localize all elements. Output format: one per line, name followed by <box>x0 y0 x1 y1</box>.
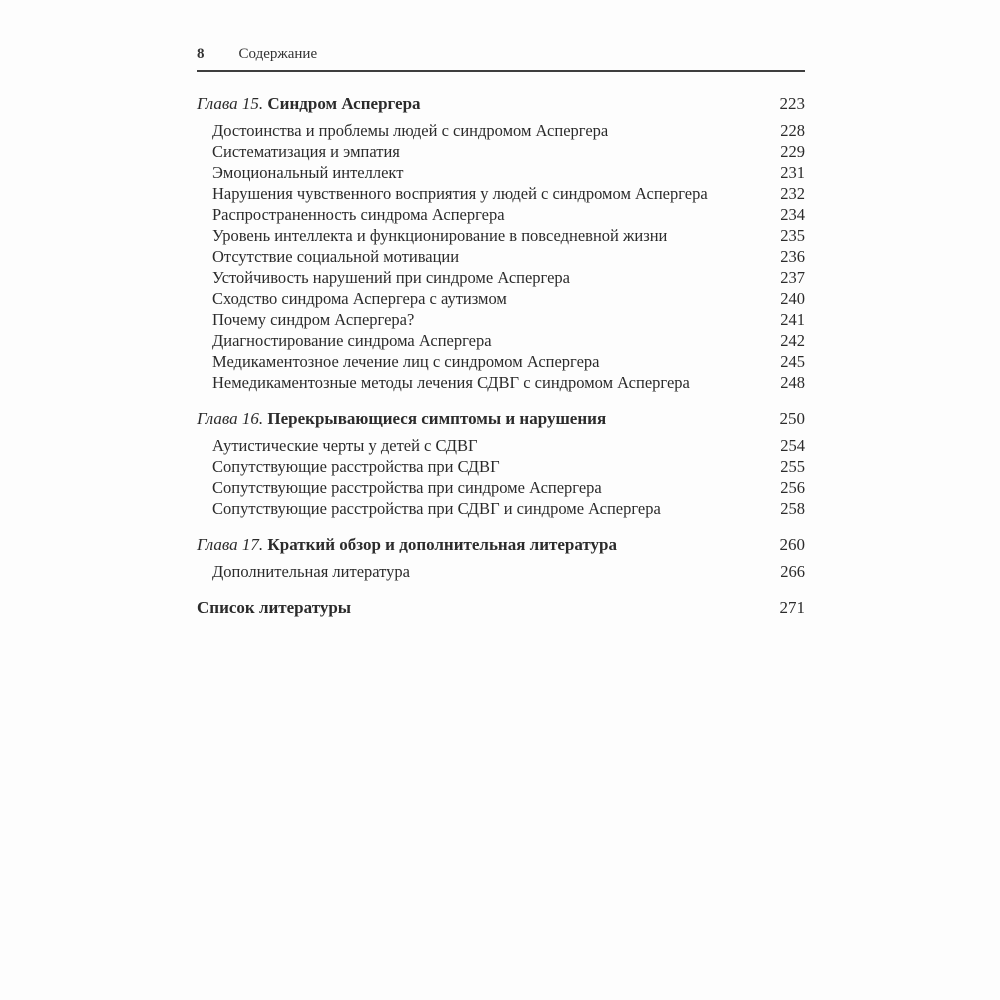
toc-entry-row <box>197 498 805 519</box>
page-folio-number: 8 <box>197 46 205 62</box>
toc-chapter-page-number: 223 <box>779 94 805 113</box>
toc-entry-row <box>197 204 805 225</box>
toc-chapter-title-text: Краткий обзор и дополнительная литература <box>267 535 618 554</box>
toc-entry-page-number: 237 <box>780 268 805 287</box>
toc-section <box>197 533 805 582</box>
toc-entry-page-number: 241 <box>780 310 805 329</box>
toc-entry-row <box>197 456 805 477</box>
toc-entry-row <box>197 246 805 267</box>
toc-entry-row <box>197 435 805 456</box>
toc-entry-title: Дополнительная литература <box>212 562 410 581</box>
toc-entry-row <box>197 225 805 246</box>
toc-entry-page-number: 229 <box>780 142 805 161</box>
toc-entry-row <box>197 351 805 372</box>
toc-entry-title: Сопутствующие расстройства при СДВГ <box>212 457 500 476</box>
toc-entry-page-number: 258 <box>780 499 805 518</box>
toc-entry-row <box>197 309 805 330</box>
toc-entry-title: Аутистические черты у детей с СДВГ <box>212 436 478 455</box>
toc-entry-page-number: 240 <box>780 289 805 308</box>
toc-chapter-page-number: 260 <box>779 535 805 554</box>
toc-entry-row <box>197 477 805 498</box>
toc-entry-page-number: 266 <box>780 562 805 581</box>
toc-chapter-heading <box>197 407 805 431</box>
toc-entry-title: Сопутствующие расстройства при синдроме Аспергера <box>212 478 602 497</box>
toc-entry-row <box>197 141 805 162</box>
toc-entry-page-number: 236 <box>780 247 805 266</box>
toc-entry-page-number: 254 <box>780 436 805 455</box>
toc-section <box>197 92 805 393</box>
toc-entry-row <box>197 561 805 582</box>
toc-entry-title: Достоинства и проблемы людей с синдромом Аспергера <box>212 121 609 140</box>
toc-entry-row <box>197 162 805 183</box>
toc-entry-title: Систематизация и эмпатия <box>212 142 400 161</box>
toc-entry-page-number: 248 <box>780 373 805 392</box>
toc-chapter-title-text: Список литературы <box>197 598 352 617</box>
toc-entry-title: Немедикаментозные методы лечения СДВГ с синдромом Аспергера <box>212 373 690 392</box>
toc-entry-list <box>197 561 805 582</box>
toc-chapter-title <box>197 533 633 557</box>
toc-entry-title: Сопутствующие расстройства при СДВГ и синдроме Аспергера <box>212 499 661 518</box>
running-head-title: Содержание <box>238 46 318 62</box>
toc-list <box>197 92 805 620</box>
toc-entry-page-number: 242 <box>780 331 805 350</box>
toc-entry-page-number: 228 <box>780 121 805 140</box>
page-content <box>197 46 805 620</box>
toc-entry-page-number: 245 <box>780 352 805 371</box>
toc-entry-page-number: 256 <box>780 478 805 497</box>
toc-entry-row <box>197 267 805 288</box>
toc-entry-title: Сходство синдрома Аспергера с аутизмом <box>212 289 507 308</box>
toc-chapter-prefix: Глава 17. <box>197 535 268 554</box>
toc-chapter-heading <box>197 92 805 116</box>
running-head <box>197 46 805 72</box>
toc-entry-title: Устойчивость нарушений при синдроме Аспергера <box>212 268 570 287</box>
toc-section <box>197 596 805 620</box>
toc-chapter-title-text: Синдром Аспергера <box>267 94 421 113</box>
toc-chapter-title <box>197 596 367 620</box>
toc-entry-title: Диагностирование синдрома Аспергера <box>212 331 492 350</box>
toc-entry-page-number: 232 <box>780 184 805 203</box>
toc-entry-title: Распространенность синдрома Аспергера <box>212 205 505 224</box>
toc-chapter-heading <box>197 596 805 620</box>
toc-entry-page-number: 255 <box>780 457 805 476</box>
toc-entry-title: Медикаментозное лечение лиц с синдромом Аспергера <box>212 352 600 371</box>
toc-entry-title: Эмоциональный интеллект <box>212 163 404 182</box>
toc-entry-list <box>197 120 805 393</box>
toc-chapter-page-number: 250 <box>779 409 805 428</box>
toc-entry-page-number: 231 <box>780 163 805 182</box>
toc-section <box>197 407 805 519</box>
toc-entry-row <box>197 372 805 393</box>
toc-entry-title: Отсутствие социальной мотивации <box>212 247 460 266</box>
toc-entry-title: Почему синдром Аспергера? <box>212 310 415 329</box>
toc-entry-row <box>197 120 805 141</box>
toc-entry-row <box>197 288 805 309</box>
toc-entry-list <box>197 435 805 519</box>
toc-chapter-prefix: Глава 16. <box>197 409 268 428</box>
toc-chapter-title <box>197 92 437 116</box>
toc-chapter-page-number: 271 <box>779 598 805 617</box>
toc-chapter-title <box>197 407 622 431</box>
toc-entry-page-number: 235 <box>780 226 805 245</box>
toc-chapter-heading <box>197 533 805 557</box>
toc-entry-row <box>197 330 805 351</box>
toc-entry-page-number: 234 <box>780 205 805 224</box>
toc-chapter-title-text: Перекрывающиеся симптомы и нарушения <box>267 409 607 428</box>
toc-chapter-prefix: Глава 15. <box>197 94 268 113</box>
toc-entry-row <box>197 183 805 204</box>
toc-entry-title: Уровень интеллекта и функционирование в повседневной жизни <box>212 226 668 245</box>
toc-entry-title: Нарушения чувственного восприятия у людей с синдромом Аспергера <box>212 184 708 203</box>
